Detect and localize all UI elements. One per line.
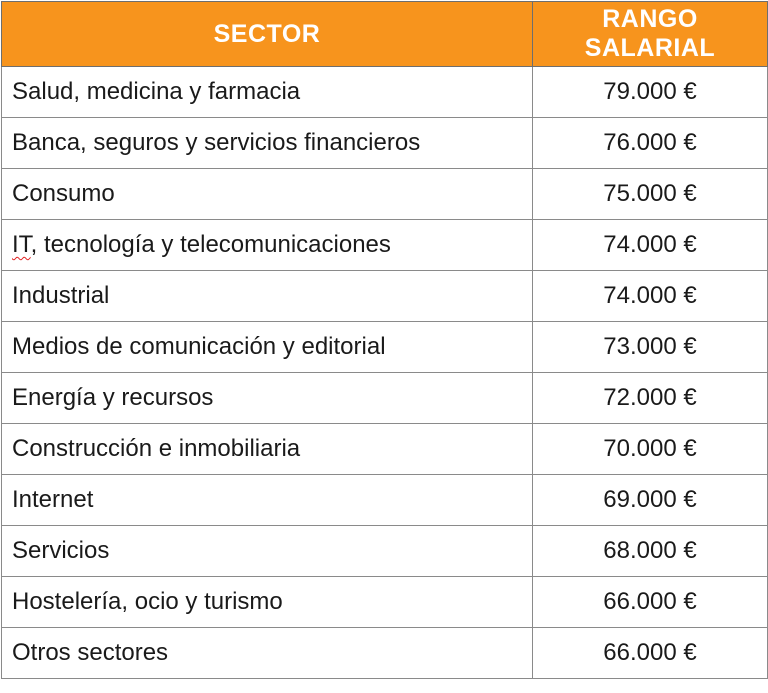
- salary-cell: 66.000 €: [533, 628, 768, 679]
- sector-cell: Servicios: [2, 526, 533, 577]
- sector-cell: Hostelería, ocio y turismo: [2, 577, 533, 628]
- sector-cell: Banca, seguros y servicios financieros: [2, 118, 533, 169]
- salary-cell: 76.000 €: [533, 118, 768, 169]
- table-row: [2, 67, 768, 118]
- header-salary-range: [533, 2, 768, 67]
- table-row: [2, 118, 768, 169]
- sector-cell: Energía y recursos: [2, 373, 533, 424]
- table-row: [2, 373, 768, 424]
- sector-cell-text: , tecnología y telecomunicaciones: [30, 231, 391, 258]
- header-row: [2, 2, 768, 67]
- sector-cell: Internet: [2, 475, 533, 526]
- salary-cell: 74.000 €: [533, 220, 768, 271]
- header-salary-line2: SALARIAL: [584, 34, 716, 62]
- salary-cell: 74.000 €: [533, 271, 768, 322]
- table-row: [2, 526, 768, 577]
- sector-cell: [2, 220, 533, 271]
- salary-cell: 66.000 €: [533, 577, 768, 628]
- header-salary-line1: RANGO: [602, 5, 698, 33]
- table-row: [2, 424, 768, 475]
- sector-cell: Industrial: [2, 271, 533, 322]
- sector-cell: Consumo: [2, 169, 533, 220]
- table-row: [2, 220, 768, 271]
- spellcheck-marked-word: IT: [12, 231, 31, 258]
- table-row: [2, 475, 768, 526]
- salary-cell: 68.000 €: [533, 526, 768, 577]
- salary-cell: 70.000 €: [533, 424, 768, 475]
- table-row: [2, 169, 768, 220]
- table-row: [2, 322, 768, 373]
- salary-cell: 73.000 €: [533, 322, 768, 373]
- header-sector: SECTOR: [2, 2, 533, 67]
- salary-cell: 72.000 €: [533, 373, 768, 424]
- salary-cell: 75.000 €: [533, 169, 768, 220]
- salary-cell: 79.000 €: [533, 67, 768, 118]
- table-row: [2, 628, 768, 679]
- salary-cell: 69.000 €: [533, 475, 768, 526]
- table-row: [2, 577, 768, 628]
- sector-cell: Medios de comunicación y editorial: [2, 322, 533, 373]
- sector-cell: Salud, medicina y farmacia: [2, 67, 533, 118]
- sector-cell: Otros sectores: [2, 628, 533, 679]
- salary-table: [1, 1, 768, 679]
- sector-cell: Construcción e inmobiliaria: [2, 424, 533, 475]
- table-row: [2, 271, 768, 322]
